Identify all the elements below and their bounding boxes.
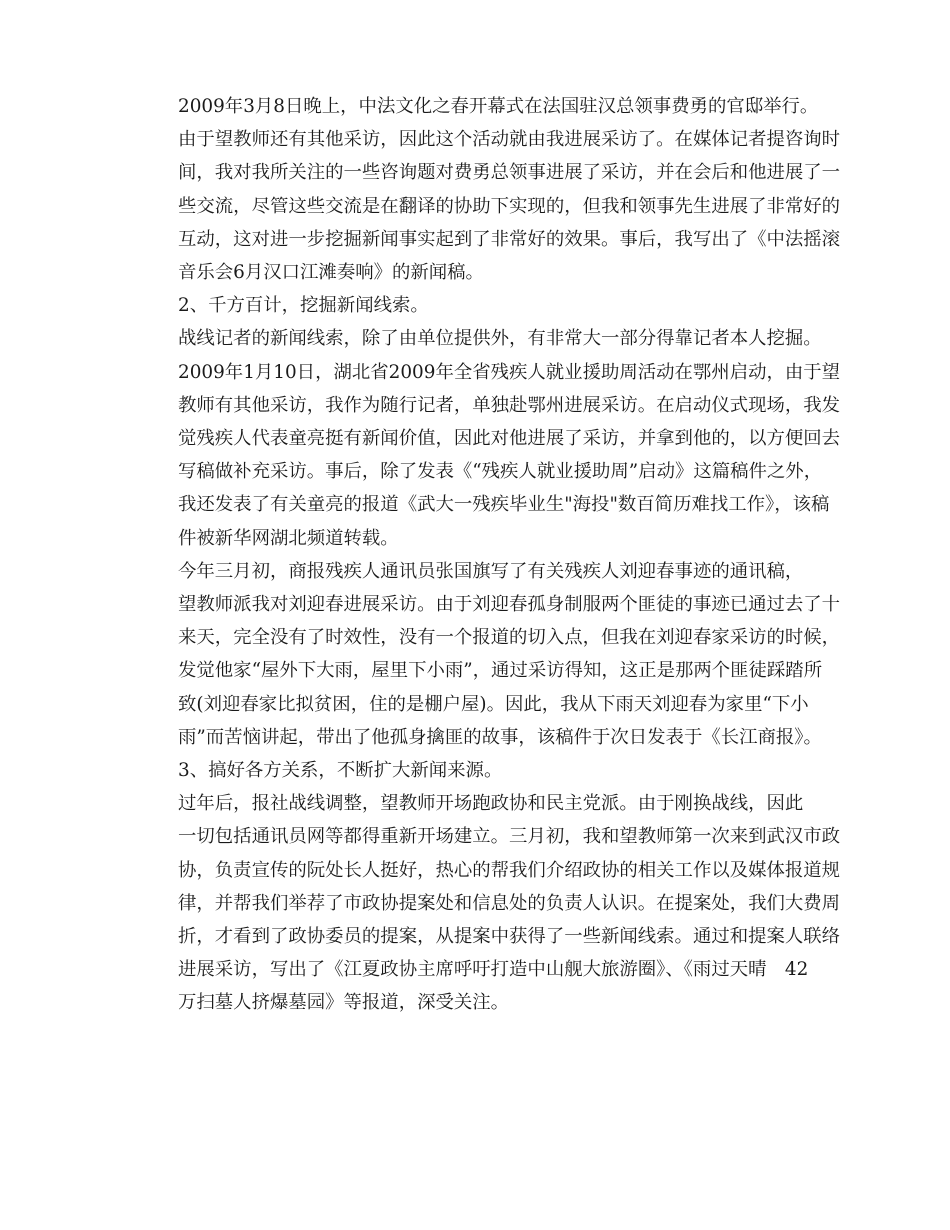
text-line: 2009年1月10日，湖北省2009年全省残疾人就业援助周活动在鄂州启动，由于望 [178,361,841,383]
section-heading-2 [142,289,810,322]
text-line: 些交流，尽管这些交流是在翻译的协助下实现的，但我和领事先生进展了非常好的 [178,195,841,217]
text-line: 折，才看到了政协委员的提案，从提案中获得了一些新闻线索。通过和提案人联络 [178,926,841,948]
text-line: 互动，这对进一步挖掘新闻事实起到了非常好的效果。事后，我写出了《中法摇滚 [178,228,841,250]
text-line: 律，并帮我们举荐了市政协提案处和信息处的负责人认识。在提案处，我们大费周 [178,892,841,914]
paragraph-news-clues [142,322,841,554]
text-line: 今年三月初，商报残疾人通讯员张国旗写了有关残疾人刘迎春事迹的通讯稿， [178,560,804,582]
text-line: 教师有其他采访，我作为随行记者，单独赴鄂州进展采访。在启动仪式现场，我发 [178,394,841,416]
text-line: 来天，完全没有了时效性，没有一个报道的切入点，但我在刘迎春家采访的时候， [178,627,841,649]
text-line: 致(刘迎春家比拟贫困，住的是棚户屋)。因此，我从下雨天刘迎春为家里“下小 [178,693,809,715]
paragraph-opening-ceremony [142,90,841,289]
text-line: 觉残疾人代表童亮挺有新闻价值，因此对他进展了采访，并拿到他的，以方便回去 [178,428,841,450]
section-heading-3 [142,754,810,787]
text-line: 战线记者的新闻线索，除了由单位提供外，有非常大一部分得靠记者本人挖掘。 [178,328,822,350]
text-line: 写稿做补充采访。事后，除了发表《“残疾人就业援助周”启动》这篇稿件之外， [178,461,823,483]
text-line: 间，我对我所关注的一些咨询题对费勇总领事进展了采访，并在会后和他进展了一 [178,162,841,184]
text-line: 音乐会6月汉口江滩奏响》的新闻稿。 [178,262,484,284]
paragraph-cppcc [142,787,841,1019]
text-line: 2009年3月8日晚上，中法文化之春开幕式在法国驻汉总领事费勇的官邸举行。 [178,96,819,117]
text-line: 望教师派我对刘迎春进展采访。由于刘迎春孤身制服两个匪徒的事迹已通过去了十 [178,594,841,616]
text-line: 进展采访，写出了《江夏政协主席呼吁打造中山舰大旅游圈》、《雨过天晴 42 [178,959,809,981]
text-line: 一切包括通讯员网等都得重新开场建立。三月初，我和望教师第一次来到武汉市政 [178,826,841,848]
text-line: 协，负责宣传的阮处长人挺好，热心的帮我们介绍政协的相关工作以及媒体报道规 [178,859,841,881]
text-line: 过年后，报社战线调整，望教师开场跑政协和民主党派。由于刚换战线，因此 [178,793,804,815]
text-line: 由于望教师还有其他采访，因此这个活动就由我进展采访了。在媒体记者提咨询时 [178,129,841,151]
text-line: 发觉他家“屋外下大雨，屋里下小雨”，通过采访得知，这正是那两个匪徒踩踏所 [178,660,823,682]
text-line: 我还发表了有关童亮的报道《武大一残疾毕业生"海投"数百简历难找工作》，该稿 [178,494,830,516]
text-line: 万扫墓人挤爆墓园》等报道，深受关注。 [178,992,510,1014]
paragraph-liu-yingchun [142,555,841,754]
text-line: 件被新华网湖北频道转载。 [178,527,399,549]
heading-text: 3、搞好各方关系，不断扩大新闻来源。 [178,760,503,782]
text-line: 雨”而苦恼讲起，带出了他孤身擒匪的故事，该稿件于次日发表于《长江商报》。 [178,726,822,748]
heading-text: 2、千方百计，挖掘新闻线索。 [178,295,429,317]
document-body [142,90,841,1020]
